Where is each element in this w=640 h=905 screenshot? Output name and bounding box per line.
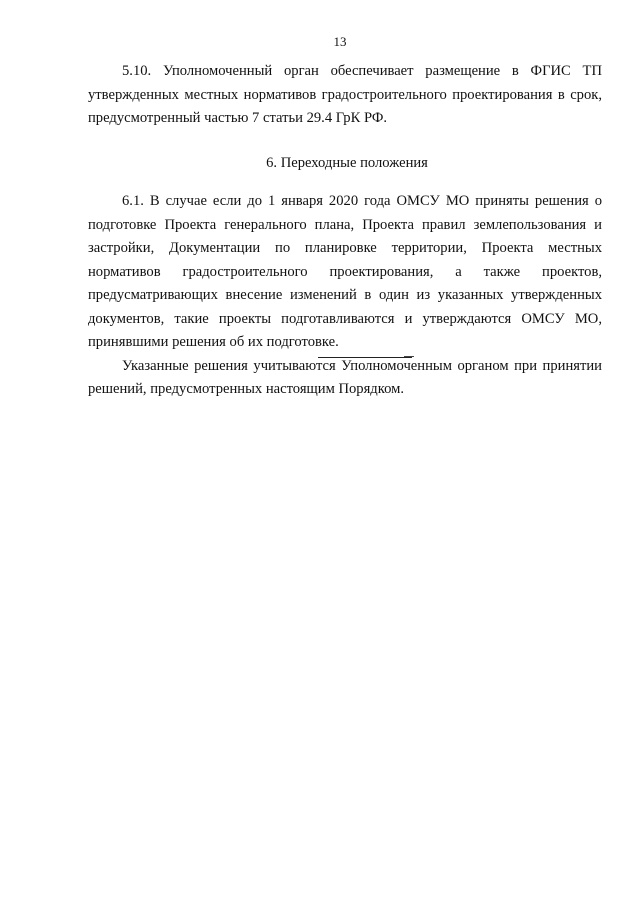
paragraph-5-10: 5.10. Уполномоченный орган обеспечивает размещение в ФГИС ТП утвержденных местных нормативов градостроительного проектирования в срок, предусмотренный частью 7 статьи 29.4 ГрК РФ. <box>88 63 602 126</box>
document-body <box>88 60 602 402</box>
paragraph-6-1-continuation: Указанные решения учитываются Уполномоченным органом при принятии решений, предусмотренных настоящим Порядком. <box>88 357 602 397</box>
page-number: 13 <box>333 34 347 49</box>
end-of-text-divider <box>318 357 412 358</box>
paragraph-6-1: 6.1. В случае если до 1 января 2020 года ОМСУ МО приняты решения о подготовке Проекта генерального плана, Проекта правил землепользования и застройки, Документации по планировке территории, Проекта местных нормативов градостроительного проектирования, а также проектов, предусматривающих внесение изменений в один из указанных утвержденных документов, такие проекты подготавливаются и утверждаются ОМСУ МО, принявшими решения об их подготовке. <box>88 193 602 350</box>
section-heading-6: 6. Переходные положения <box>266 154 428 171</box>
